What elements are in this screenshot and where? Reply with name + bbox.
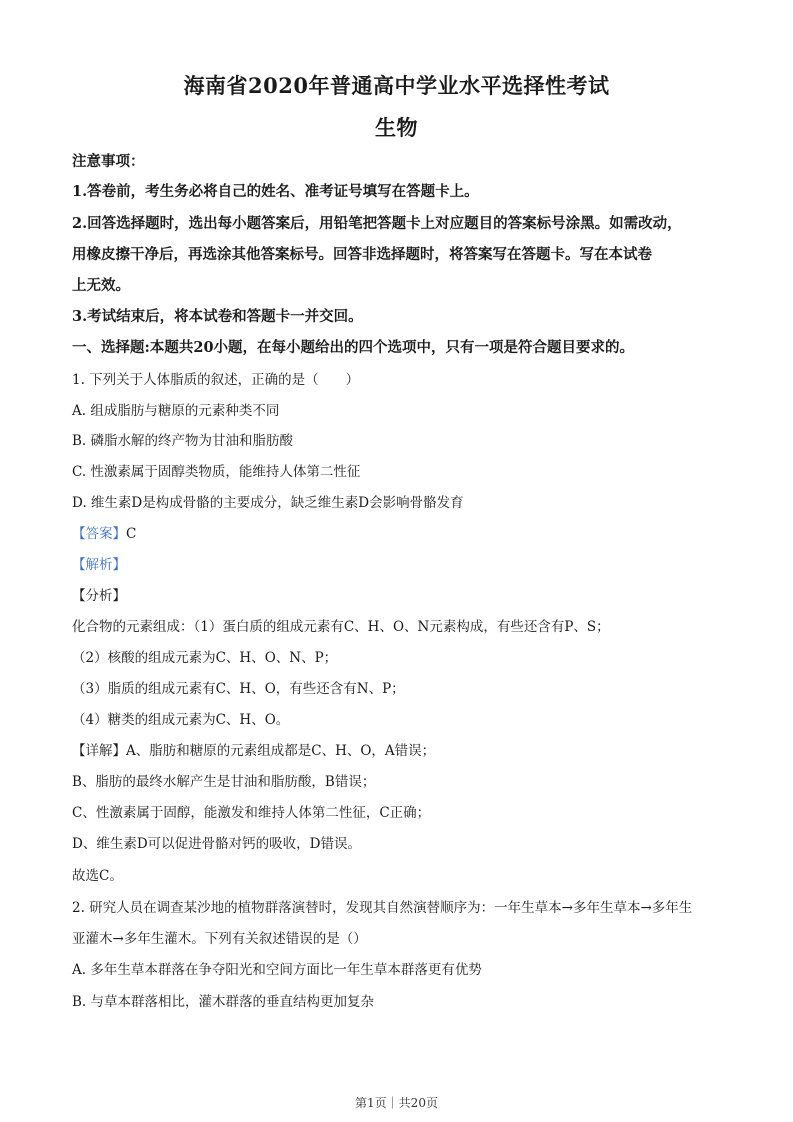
answer-row	[72, 524, 732, 544]
question-1-option-d: D. 维生素D是构成骨骼的主要成分，缺乏维生素D会影响骨骼发育	[72, 495, 464, 511]
notice-item-3: 3.考试结束后，将本试卷和答题卡一并交回。	[72, 308, 363, 325]
answer-value: C	[126, 526, 137, 542]
answer-tag: 【答案】	[72, 526, 126, 542]
question-1-option-c: C. 性激素属于固醇类物质，能维持人体第二性征	[72, 464, 361, 480]
question-1-stem: 1. 下列关于人体脂质的叙述，正确的是（ ）	[72, 372, 360, 388]
notice-item-1: 1.答卷前，考生务必将自己的姓名、准考证号填写在答题卡上。	[72, 183, 479, 200]
fenxi-tag: 【分析】	[72, 588, 126, 604]
detail-line-2: C、性激素属于固醇，能激发和维持人体第二性征，C正确；	[72, 805, 431, 821]
fenxi-line-1: 化合物的元素组成：（1）蛋白质的组成元素有C、H、O、N元素构成，有些还含有P、S；	[72, 619, 610, 635]
detail-row	[72, 741, 732, 761]
notice-item-2-line-2: 用橡皮擦干净后，再选涂其他答案标号。回答非选择题时，将答案写在答题卡。写在本试卷	[72, 246, 652, 263]
notice-heading: 注意事项：	[72, 153, 145, 170]
fenxi-line-4: （4）糖类的组成元素为C、H、O。	[72, 712, 290, 728]
question-2-stem-line-2: 亚灌木→多年生灌木。下列有关叙述错误的是（）	[72, 931, 367, 947]
analysis-tag: 【解析】	[72, 557, 126, 573]
detail-first: A、脂肪和糖原的元素组成都是C、H、O，A错误；	[126, 743, 436, 759]
question-2-option-a: A. 多年生草本群落在争夺阳光和空间方面比一年生草本群落更有优势	[72, 962, 482, 978]
exam-subject: 生物	[375, 115, 418, 140]
question-2-option-b: B. 与草本群落相比，灌木群落的垂直结构更加复杂	[72, 994, 375, 1010]
detail-line-1: B、脂肪的最终水解产生是甘油和脂肪酸，B错误；	[72, 774, 376, 790]
detail-line-4: 故选C。	[72, 868, 123, 884]
question-1-option-a: A. 组成脂肪与糖原的元素种类不同	[72, 403, 280, 419]
fenxi-line-2: （2）核酸的组成元素为C、H、O、N、P；	[72, 650, 338, 666]
section-heading: 一、选择题:本题共20小题，在每小题给出的四个选项中，只有一项是符合题目要求的。	[72, 339, 635, 356]
detail-line-3: D、维生素D可以促进骨骼对钙的吸收，D错误。	[72, 836, 361, 852]
question-2-stem-line-1: 2. 研究人员在调查某沙地的植物群落演替时，发现其自然演替顺序为：一年生草本→多年生草本→多年生	[72, 900, 693, 916]
notice-item-2-line-1: 2.回答选择题时，选出每小题答案后，用铅笔把答题卡上对应题目的答案标号涂黑。如需改动，	[72, 215, 682, 232]
page-footer: 第1页｜共20页	[355, 1096, 438, 1110]
notice-item-2-line-3: 上无效。	[72, 277, 130, 294]
question-1-option-b: B. 磷脂水解的终产物为甘油和脂肪酸	[72, 433, 294, 449]
exam-title: 海南省2020年普通高中学业水平选择性考试	[183, 73, 610, 98]
fenxi-line-3: （3）脂质的组成元素有C、H、O，有些还含有N、P；	[72, 681, 405, 697]
detail-tag: 【详解】	[72, 743, 126, 759]
